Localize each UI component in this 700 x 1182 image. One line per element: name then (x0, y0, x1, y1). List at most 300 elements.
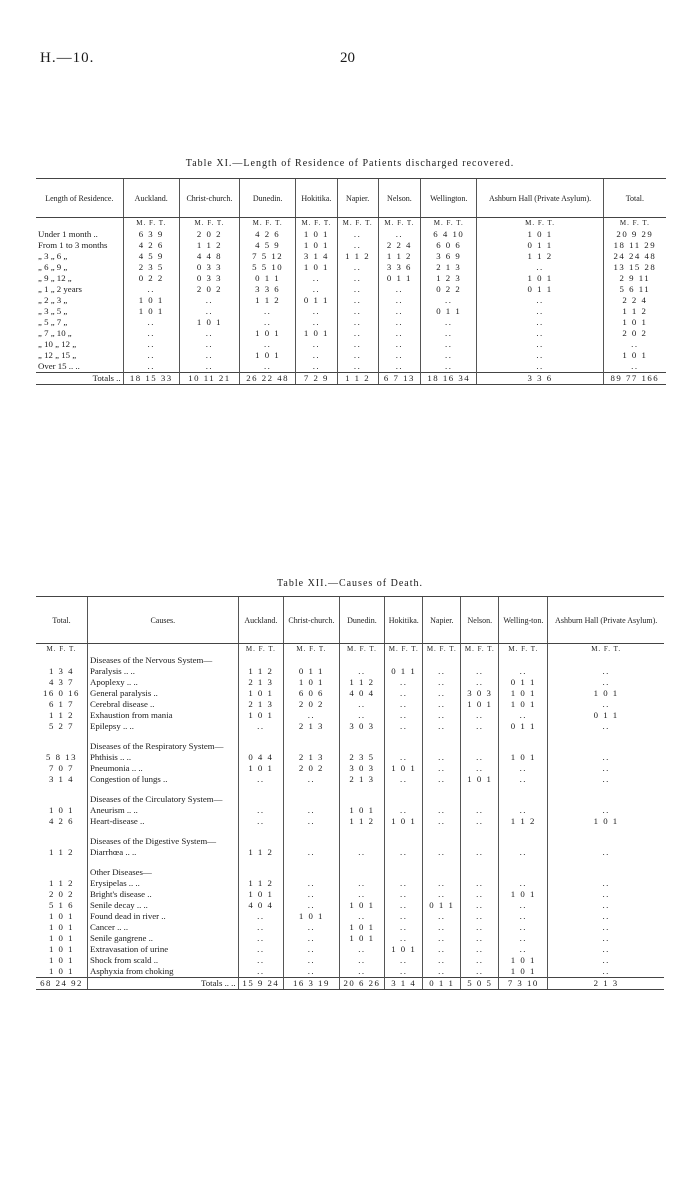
data-cell: 1 0 1 (385, 944, 423, 955)
data-cell (548, 836, 664, 847)
data-cell: .. (477, 328, 603, 339)
table-row (36, 816, 664, 827)
table-row (36, 229, 666, 240)
data-cell: .. (421, 350, 477, 361)
data-cell: 0 3 3 (179, 273, 239, 284)
data-cell: .. (423, 763, 461, 774)
table-row (36, 666, 664, 677)
data-cell: .. (423, 752, 461, 763)
data-cell: .. (385, 710, 423, 721)
data-cell: 0 1 1 (385, 666, 423, 677)
data-cell: .. (385, 966, 423, 978)
row-label: „ 3 „ 6 „ (38, 251, 68, 261)
data-cell: 1 0 1 (48, 911, 75, 921)
row-label: Diseases of the Nervous System— (87, 655, 238, 666)
data-cell (284, 794, 339, 805)
data-cell (284, 867, 339, 878)
data-cell: .. (385, 677, 423, 688)
data-cell: .. (296, 350, 337, 361)
table-row (36, 317, 666, 328)
data-cell: .. (477, 339, 603, 350)
data-cell: .. (461, 710, 499, 721)
data-cell: .. (378, 295, 420, 306)
row-label: Cancer .. .. (87, 922, 238, 933)
data-cell: .. (179, 350, 239, 361)
data-cell (461, 655, 499, 666)
data-cell: .. (284, 944, 339, 955)
total-cell: 18 16 34 (421, 373, 477, 385)
data-cell: .. (284, 805, 339, 816)
data-cell: .. (296, 273, 337, 284)
data-cell: 1 0 1 (238, 763, 284, 774)
data-cell: 4 4 8 (179, 251, 239, 262)
data-cell (238, 741, 284, 752)
data-cell: .. (461, 721, 499, 732)
data-cell: .. (548, 774, 664, 785)
data-cell: 1 0 1 (548, 816, 664, 827)
row-label: „ 12 „ 15 „ (38, 350, 77, 360)
data-cell: 2 0 2 (48, 889, 75, 899)
row-label: Diseases of the Circulatory System— (87, 794, 238, 805)
row-label: Congestion of lungs .. (87, 774, 238, 785)
data-cell (548, 741, 664, 752)
data-cell: .. (337, 350, 378, 361)
data-cell: .. (603, 339, 666, 350)
data-cell: .. (339, 878, 385, 889)
data-cell: .. (499, 933, 548, 944)
data-cell: .. (337, 262, 378, 273)
data-cell (423, 741, 461, 752)
data-cell (548, 732, 664, 741)
mft-label: M. F. T. (179, 218, 239, 230)
data-cell: .. (284, 966, 339, 978)
data-cell (423, 867, 461, 878)
data-cell: 1 0 1 (48, 805, 75, 815)
table12-col-header: Hokitika. (385, 597, 423, 644)
data-cell: .. (548, 666, 664, 677)
empty-cell (87, 644, 238, 656)
table-row (36, 699, 664, 710)
data-cell (461, 732, 499, 741)
table-row (36, 295, 666, 306)
data-cell: 3 3 6 (378, 262, 420, 273)
data-cell: 2 0 2 (284, 763, 339, 774)
data-cell (548, 867, 664, 878)
data-cell (548, 827, 664, 836)
data-cell: .. (499, 900, 548, 911)
table-row (36, 878, 664, 889)
data-cell (461, 867, 499, 878)
data-cell: 0 1 1 (499, 677, 548, 688)
data-cell: .. (123, 339, 179, 350)
mft-label: M. F. T. (239, 218, 295, 230)
data-cell: .. (423, 922, 461, 933)
mft-label: M. F. T. (284, 644, 339, 656)
total-cell: 7 2 9 (296, 373, 337, 385)
mft-label: M. F. T. (421, 218, 477, 230)
table-header-row (36, 179, 666, 218)
table11-col-header: Length of Residence. (36, 179, 123, 218)
total-cell: 89 77 166 (603, 373, 666, 385)
data-cell: .. (461, 752, 499, 763)
data-cell: .. (548, 889, 664, 900)
data-cell: .. (296, 317, 337, 328)
data-cell: .. (461, 933, 499, 944)
data-cell: 5 5 10 (239, 262, 295, 273)
data-cell: 1 0 1 (603, 350, 666, 361)
data-cell: 2 1 3 (238, 677, 284, 688)
data-cell (238, 867, 284, 878)
table-row (36, 966, 664, 978)
table-row (36, 752, 664, 763)
data-cell (36, 741, 87, 752)
data-cell: .. (385, 688, 423, 699)
data-cell (461, 858, 499, 867)
data-cell: 1 0 1 (48, 966, 75, 976)
data-cell (339, 655, 385, 666)
data-cell (284, 785, 339, 794)
row-label: Shock from scald .. (87, 955, 238, 966)
mft-label: M. F. T. (46, 645, 77, 653)
data-cell: .. (548, 900, 664, 911)
table-row (36, 922, 664, 933)
total-cell: 3 1 4 (385, 978, 423, 990)
data-cell: .. (337, 240, 378, 251)
row-label: Diseases of the Digestive System— (87, 836, 238, 847)
data-cell: 4 2 6 (239, 229, 295, 240)
table-row (36, 827, 664, 836)
data-cell: 1 0 1 (603, 317, 666, 328)
data-cell: 0 1 1 (378, 273, 420, 284)
data-cell: .. (339, 699, 385, 710)
row-label: „ 6 „ 9 „ (38, 262, 68, 272)
total-cell: 26 22 48 (239, 373, 295, 385)
data-cell (238, 785, 284, 794)
table-row (36, 251, 666, 262)
data-cell: 4 0 4 (339, 688, 385, 699)
data-cell: 4 5 9 (239, 240, 295, 251)
data-cell: .. (423, 847, 461, 858)
table-row (36, 763, 664, 774)
data-cell: .. (239, 361, 295, 373)
data-cell: .. (461, 889, 499, 900)
data-cell: .. (499, 944, 548, 955)
data-cell: .. (337, 361, 378, 373)
data-cell: 6 3 9 (123, 229, 179, 240)
data-cell: 0 4 4 (238, 752, 284, 763)
data-cell: 1 0 1 (461, 699, 499, 710)
table11-col-header: Nelson. (378, 179, 420, 218)
table-row (36, 677, 664, 688)
data-cell: .. (238, 944, 284, 955)
data-cell: 0 2 2 (123, 273, 179, 284)
total-cell: 20 6 26 (339, 978, 385, 990)
data-cell: .. (385, 847, 423, 858)
table12-col-header: Auckland. (238, 597, 284, 644)
data-cell: .. (548, 955, 664, 966)
data-cell (461, 785, 499, 794)
data-cell: .. (423, 933, 461, 944)
data-cell (461, 794, 499, 805)
data-cell: .. (499, 774, 548, 785)
data-cell: .. (461, 847, 499, 858)
data-cell (339, 741, 385, 752)
data-cell: .. (548, 677, 664, 688)
total-cell: 6 7 13 (378, 373, 420, 385)
data-cell: .. (423, 944, 461, 955)
table11-col-header: Ashburn Hall (Private Asylum). (477, 179, 603, 218)
data-cell: 18 11 29 (603, 240, 666, 251)
data-cell: 1 0 1 (339, 805, 385, 816)
data-cell: 1 1 2 (239, 295, 295, 306)
data-cell: .. (461, 966, 499, 978)
data-cell (423, 732, 461, 741)
data-cell: 6 4 10 (421, 229, 477, 240)
data-cell: 20 9 29 (603, 229, 666, 240)
data-cell: .. (239, 306, 295, 317)
data-cell: 6 0 6 (284, 688, 339, 699)
data-cell (36, 858, 87, 867)
table-row (36, 955, 664, 966)
data-cell: 1 0 1 (48, 955, 75, 965)
data-cell: .. (385, 889, 423, 900)
data-cell: .. (378, 339, 420, 350)
data-cell: .. (421, 361, 477, 373)
data-cell: 2 2 4 (378, 240, 420, 251)
data-cell: .. (423, 666, 461, 677)
row-label: Aneurism .. .. (87, 805, 238, 816)
data-cell: 2 2 4 (603, 295, 666, 306)
data-cell: .. (179, 328, 239, 339)
data-cell: 2 0 2 (284, 699, 339, 710)
data-cell: .. (421, 339, 477, 350)
data-cell: 1 0 1 (461, 774, 499, 785)
data-cell: .. (179, 361, 239, 373)
data-cell: 13 15 28 (603, 262, 666, 273)
data-cell: .. (123, 284, 179, 295)
table11-col-header: Auckland. (123, 179, 179, 218)
data-cell: .. (296, 306, 337, 317)
page-number: 20 (340, 50, 355, 66)
data-cell: .. (499, 710, 548, 721)
data-cell: .. (603, 361, 666, 373)
data-cell: 1 1 2 (499, 816, 548, 827)
data-cell: 0 1 1 (548, 710, 664, 721)
data-cell: .. (423, 816, 461, 827)
data-cell: .. (499, 922, 548, 933)
table12-col-header: Napier. (423, 597, 461, 644)
table-row (36, 273, 666, 284)
data-cell (423, 655, 461, 666)
data-cell: .. (423, 878, 461, 889)
row-label (87, 785, 238, 794)
data-cell (385, 741, 423, 752)
row-label: „ 9 „ 12 „ (38, 273, 72, 283)
row-label: Over 15 .. .. (38, 361, 80, 371)
data-cell: .. (179, 339, 239, 350)
table-row (36, 240, 666, 251)
data-cell: 1 0 1 (238, 710, 284, 721)
data-cell (461, 741, 499, 752)
row-label: Heart-disease .. (87, 816, 238, 827)
mft-row (36, 218, 666, 230)
data-cell: 1 0 1 (499, 889, 548, 900)
mft-label: M. F. T. (238, 644, 284, 656)
data-cell: .. (238, 774, 284, 785)
mft-label: M. F. T. (477, 218, 603, 230)
table-row (36, 284, 666, 295)
data-cell: .. (378, 229, 420, 240)
data-cell: .. (461, 900, 499, 911)
data-cell: .. (385, 922, 423, 933)
data-cell: .. (337, 317, 378, 328)
data-cell: 1 1 2 (238, 666, 284, 677)
data-cell: .. (548, 944, 664, 955)
data-cell: .. (477, 361, 603, 373)
data-cell: .. (477, 317, 603, 328)
data-cell: .. (423, 710, 461, 721)
data-cell (36, 655, 87, 666)
table-header-row (36, 597, 664, 644)
data-cell: .. (337, 328, 378, 339)
row-label: Erysipelas .. .. (87, 878, 238, 889)
data-cell: 1 1 2 (48, 878, 75, 888)
table12-col-header: Christ-church. (284, 597, 339, 644)
mft-label: M. F. T. (603, 218, 666, 230)
row-label: Found dead in river .. (87, 911, 238, 922)
data-cell (36, 794, 87, 805)
data-cell: 1 0 1 (499, 955, 548, 966)
table12-caption: Table XII.—Causes of Death. (277, 578, 423, 589)
data-cell: .. (385, 955, 423, 966)
data-cell (385, 785, 423, 794)
totals-row (36, 373, 666, 385)
table-row (36, 732, 664, 741)
data-cell: 5 6 11 (603, 284, 666, 295)
table12-col-header: Welling-ton. (499, 597, 548, 644)
table-row (36, 785, 664, 794)
data-cell: 5 1 6 (48, 900, 75, 910)
data-cell: .. (423, 955, 461, 966)
data-cell (385, 836, 423, 847)
data-cell: .. (284, 889, 339, 900)
data-cell (284, 836, 339, 847)
data-cell: 2 3 5 (123, 262, 179, 273)
row-label: Other Diseases— (87, 867, 238, 878)
data-cell (385, 867, 423, 878)
data-cell: .. (378, 361, 420, 373)
mft-label: M. F. T. (461, 644, 499, 656)
data-cell: 1 0 1 (123, 306, 179, 317)
data-cell (548, 655, 664, 666)
data-cell: .. (548, 699, 664, 710)
data-cell: 1 0 1 (48, 922, 75, 932)
data-cell: 4 2 6 (48, 816, 75, 826)
data-cell (499, 785, 548, 794)
data-cell (339, 794, 385, 805)
table-row (36, 339, 666, 350)
totals-label: Totals .. (36, 373, 123, 385)
data-cell: .. (461, 666, 499, 677)
data-cell: .. (499, 666, 548, 677)
data-cell: 1 0 1 (284, 677, 339, 688)
data-cell (284, 732, 339, 741)
data-cell: 0 1 1 (477, 284, 603, 295)
data-cell (36, 827, 87, 836)
mft-label: M. F. T. (378, 218, 420, 230)
data-cell: 1 0 1 (385, 816, 423, 827)
row-label: „ 1 „ 2 years (38, 284, 82, 294)
data-cell: .. (378, 350, 420, 361)
table-row (36, 933, 664, 944)
data-cell: .. (499, 805, 548, 816)
data-cell: .. (421, 328, 477, 339)
mft-label: M. F. T. (499, 644, 548, 656)
data-cell (499, 655, 548, 666)
data-cell: .. (548, 922, 664, 933)
data-cell: .. (385, 878, 423, 889)
table12-col-header: Total. (36, 597, 87, 644)
mft-label: M. F. T. (385, 644, 423, 656)
row-label: Asphyxia from choking (87, 966, 238, 978)
data-cell: 2 1 3 (284, 752, 339, 763)
data-cell: 1 0 1 (296, 328, 337, 339)
data-cell: .. (461, 922, 499, 933)
row-label: From 1 to 3 months (38, 240, 108, 250)
data-cell (499, 827, 548, 836)
data-cell: 1 0 1 (284, 911, 339, 922)
data-cell (385, 827, 423, 836)
data-cell: .. (337, 339, 378, 350)
data-cell: .. (339, 955, 385, 966)
data-cell: .. (461, 677, 499, 688)
data-cell: .. (284, 847, 339, 858)
table12-col-header: Nelson. (461, 597, 499, 644)
data-cell: .. (423, 677, 461, 688)
total-cell: 7 3 10 (499, 978, 548, 990)
data-cell (238, 827, 284, 836)
table-row (36, 262, 666, 273)
row-label: Diseases of the Respiratory System— (87, 741, 238, 752)
data-cell (339, 785, 385, 794)
data-cell: 5 2 7 (48, 721, 75, 731)
data-cell: .. (461, 816, 499, 827)
data-cell: 1 0 1 (499, 966, 548, 978)
data-cell (461, 836, 499, 847)
data-cell: .. (284, 774, 339, 785)
data-cell (423, 836, 461, 847)
data-cell: .. (296, 284, 337, 295)
row-label: Phthisis .. .. (87, 752, 238, 763)
data-cell: .. (423, 805, 461, 816)
data-cell: 1 0 1 (123, 295, 179, 306)
data-cell: 1 0 1 (385, 763, 423, 774)
data-cell: 6 1 7 (48, 699, 75, 709)
data-cell: 1 1 2 (238, 878, 284, 889)
data-cell: 0 1 1 (499, 721, 548, 732)
data-cell: .. (238, 933, 284, 944)
data-cell (461, 827, 499, 836)
data-cell: 4 0 4 (238, 900, 284, 911)
data-cell: .. (461, 763, 499, 774)
data-cell: .. (385, 900, 423, 911)
table-row (36, 328, 666, 339)
data-cell (423, 827, 461, 836)
row-label: Senile decay .. .. (87, 900, 238, 911)
data-cell (339, 827, 385, 836)
data-cell: .. (339, 847, 385, 858)
data-cell: .. (385, 699, 423, 710)
